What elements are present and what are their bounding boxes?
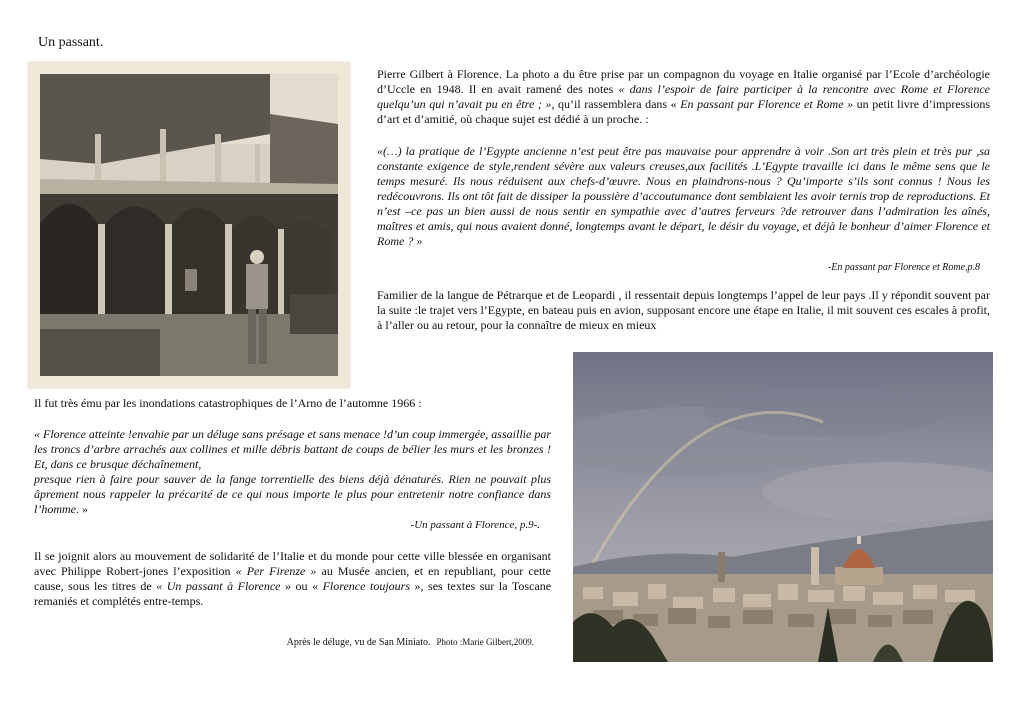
intro-text-3: un petit livre d’impressions d’art et d’amitié, où chaque sujet est dédié à un proche. : [377, 97, 990, 126]
flood-quote [34, 427, 551, 517]
intro-text-2: , qu’il rassemblera dans « [551, 97, 681, 111]
exhibition-title: « Per Firenze » [235, 564, 317, 578]
book-title-toujours: Florence toujours [322, 579, 410, 593]
intro-quote: « dans l’espoir de faire participer à la rencontre avec Rome et Florence quelqu’un qui n’avait pu en être ; » [377, 82, 990, 111]
familier-paragraph: Familier de la langue de Pétrarque et de Leopardi , il ressentait depuis longtemps l’appel de leur pays .Il y répondit souvent par la suite :le trajet vers l’Egypte, en bateau puis en avion, supposant encore une étape en Italie, il mit souvent ces escales à profit, à l’aller ou au retour, pour la connaître de mieux en mieux [377, 288, 990, 332]
book-title: En passant par Florence et Rome » [680, 97, 854, 111]
flood-quote-source: -Un passant à Florence, p.9-. [410, 519, 540, 531]
solidarity-text-3: » ou « [280, 579, 323, 593]
egypt-quote-text: «(…) la pratique de l’Egypte ancienne n’est peut être pas mauvaise pour apprendre à voir .Son art très plein et très pur ,sa constante exigence de style,rendent sévère aux valeurs creuses,aux facilités .L’Egypte travaille ici dans le même sens que le temps mesuré. Ils nous réduisent aux chefs-d’œuvre. Nous en plaindrons-nous ? Qu’importe s’ils sont connus ! Nous les redécouvrons. Ils ont tôt fait de dissiper la poussière d’accoutumance dont semblaient les avoir ternis trop de reproductions. Et n’est –ce pas un bien aussi de nous sentir en sympathie avec d’autres ferveurs ?de retrouver dans l’admiration les aînés, maîtres et amis, qui nous avaient donné, longtemps avant le départ, le désir du voyage, et déjà le bonheur d’aimer Florence et Rome ? » [377, 144, 990, 248]
egypt-quote-source: -En passant par Florence et Rome,p.8 [827, 262, 980, 273]
solidarity-text-2: au Musée ancien, et en republiant, pour cette cause, sous les titres de [34, 564, 551, 593]
solidarity-text-1: Il se joignit alors au mouvement de solidarité de l’Italie et du monde pour cette ville blessée en organisant avec Philippe Robert-jones l’exposition [34, 549, 551, 578]
florence-panorama-photo [573, 352, 993, 662]
egypt-quote [377, 144, 990, 249]
flood-quote-line-2: presque rien à faire pour sauver de la fange torrentielle des biens déjà dénaturés. Rien ne pouvait plus âprement nous rappeler la précarité de ce qui nous importe le plus pour entretenir notre confiance dans l’homme [34, 472, 551, 516]
flood-quote-end: . » [76, 502, 88, 516]
caption-text: Après le déluge, vu de San Miniato. [286, 637, 431, 648]
florence-panorama-image [573, 352, 993, 662]
cloister-photo-image [40, 74, 338, 376]
flood-quote-line-1: « Florence atteinte !envahie par un déluge sans présage et sans menace !d’un coup immergée, assaillie par les troncs d’arbre arrachés aux collines et mille débris battant de coups de bélier les murs et les bronzes ! Et, dans ce brusque déchaînement, [34, 427, 551, 471]
solidarity-text-4: », ses textes sur la Toscane remaniés et complétés entre-temps. [34, 579, 552, 608]
photo-caption [210, 637, 534, 648]
page-title: Un passant. [38, 35, 104, 50]
photo-credit: Photo :Marie Gilbert,2009. [436, 637, 534, 647]
intro-paragraph [377, 67, 990, 127]
flood-intro: Il fut très ému par les inondations catastrophiques de l’Arno de l’automne 1966 : [34, 396, 422, 410]
cloister-photo [28, 62, 350, 388]
book-title-passant: « Un passant à Florence [156, 579, 281, 593]
solidarity-paragraph [34, 549, 551, 609]
intro-text-1: Pierre Gilbert à Florence. La photo a du être prise par un compagnon du voyage en Italie organisé par l’Ecole d’archéologie d’Uccle en 1948. Il en avait ramené des notes [377, 67, 990, 96]
